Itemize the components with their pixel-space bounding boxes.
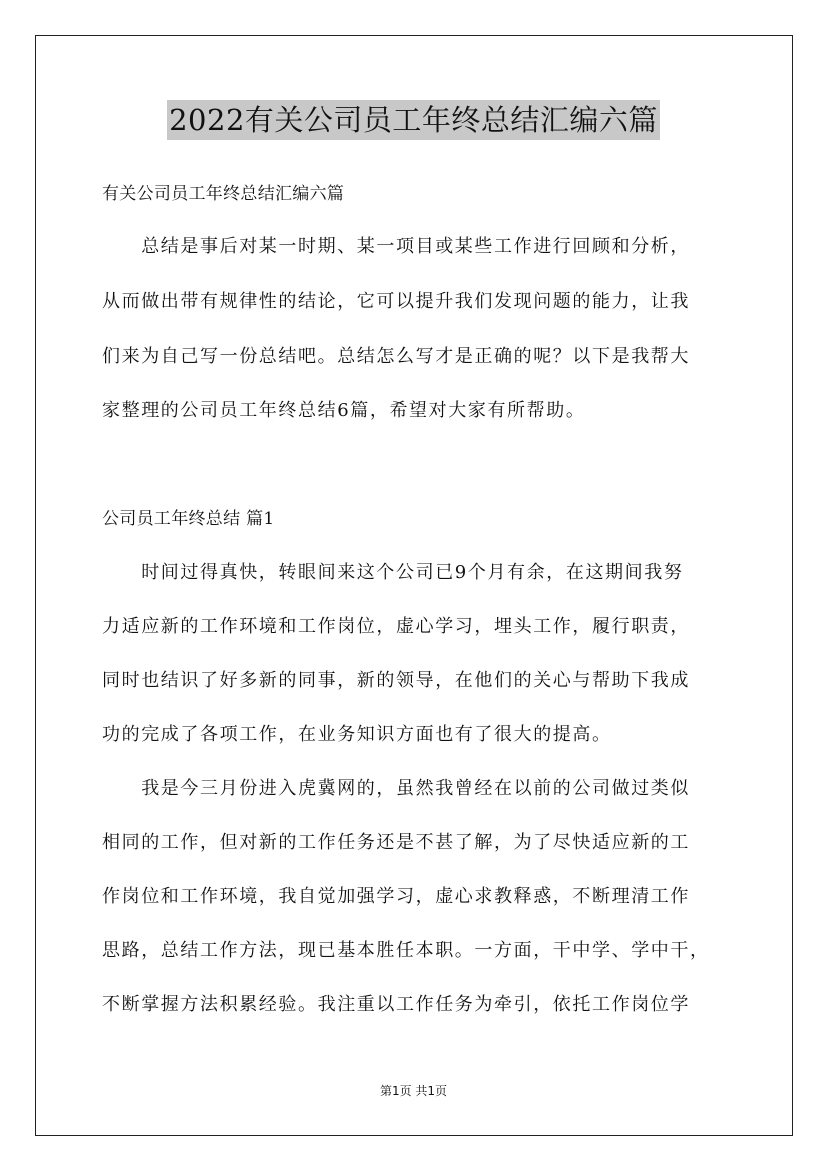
title-container <box>0 100 827 140</box>
page-footer: 第1页 共1页 <box>379 1084 448 1098</box>
document-subtitle: 有关公司员工年终总结汇编六篇 <box>102 184 345 204</box>
paragraph-line: 时间过得真快，转眼间来这个公司已9个月有余，在这期间我努 <box>102 562 684 583</box>
intro-line: 从而做出带有规律性的结论，它可以提升我们发现问题的能力，让我 <box>102 291 690 312</box>
paragraph-line: 相同的工作，但对新的工作任务还是不甚了解，为了尽快适应新的工 <box>102 832 690 853</box>
paragraph-line: 我是今三月份进入虎冀网的，虽然我曾经在以前的公司做过类似 <box>102 778 690 799</box>
paragraph-line: 功的完成了各项工作，在业务知识方面也有了很大的提高。 <box>102 724 612 745</box>
paragraph-line: 同时也结识了好多新的同事，新的领导，在他们的关心与帮助下我成 <box>102 670 690 691</box>
section-heading: 公司员工年终总结 篇1 <box>102 509 275 529</box>
intro-line: 们来为自己写一份总结吧。总结怎么写才是正确的呢？以下是我帮大 <box>102 346 690 367</box>
paragraph-line: 作岗位和工作环境，我自觉加强学习，虚心求教释惑，不断理清工作 <box>102 886 690 907</box>
paragraph-line: 不断掌握方法积累经验。我注重以工作任务为牵引，依托工作岗位学 <box>102 994 690 1015</box>
document-title: 2022有关公司员工年终总结汇编六篇 <box>167 100 660 140</box>
intro-line: 家整理的公司员工年终总结6篇，希望对大家有所帮助。 <box>102 400 586 421</box>
paragraph-line: 力适应新的工作环境和工作岗位，虚心学习，埋头工作，履行职责， <box>102 616 690 637</box>
paragraph-line: 思路，总结工作方法，现已基本胜任本职。一方面，干中学、学中干， <box>102 940 710 961</box>
intro-line: 总结是事后对某一时期、某一项目或某些工作进行回顾和分析， <box>102 236 690 257</box>
